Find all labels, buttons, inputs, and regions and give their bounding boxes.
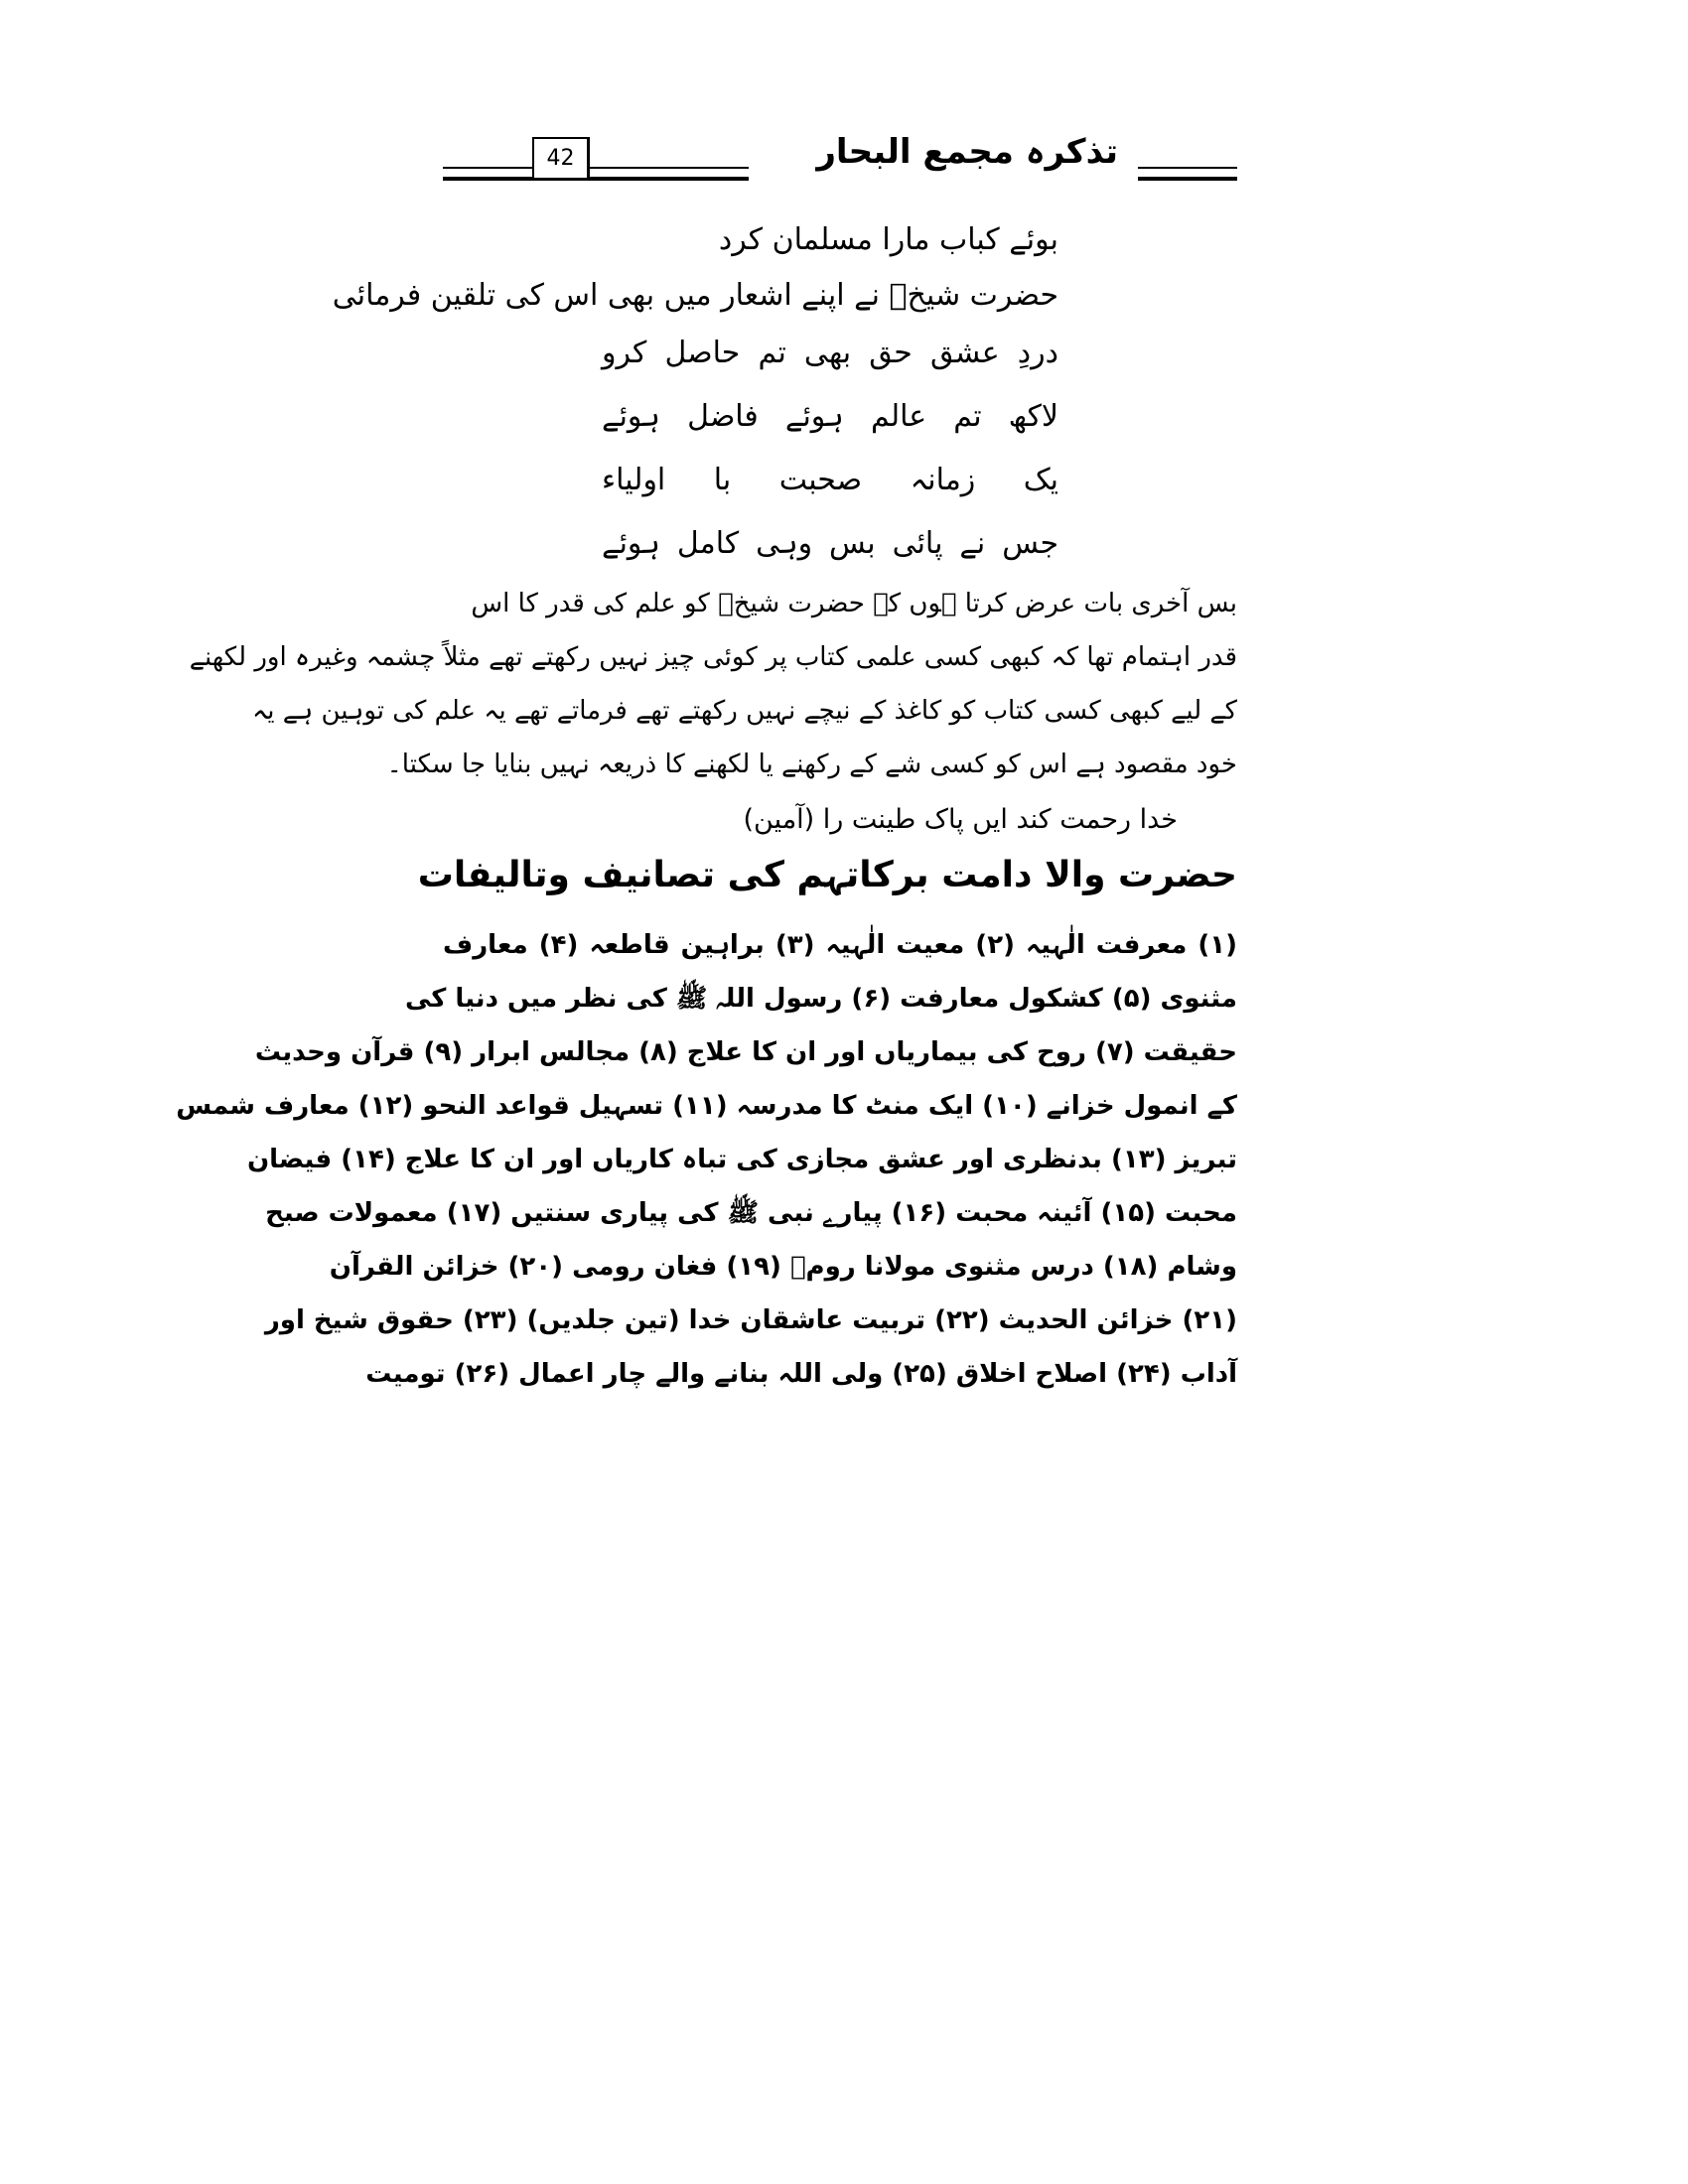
works-list-line: محبت (۱۵) آئینہ محبت (۱۶) پیارے نبی ﷺ کی پیاری سنتیں (۱۷) معمولات صبح: [265, 1198, 1237, 1228]
works-list-line: (۲۱) خزائن الحدیث (۲۲) تربیت عاشقان خدا (تین جلدیں) (۲۳) حقوق شیخ اور: [264, 1305, 1237, 1335]
works-list-line: مثنوی (۵) کشکول معارفت (۶) رسول اللہ ﷺ کی نظر میں دنیا کی: [404, 984, 1237, 1014]
verse-line: دردِ عشق حق بھی تم حاصل کرو: [602, 336, 1058, 370]
works-list-line: تبریز (۱۳) بدنظری اور عشق مجازی کی تباہ کاریاں اور ان کا علاج (۱۴) فیضان: [246, 1145, 1237, 1174]
works-list-line: وشام (۱۸) درس مثنوی مولانا رومؒ (۱۹) فغان رومی (۲۰) خزائن القرآن: [329, 1252, 1237, 1282]
book-title: تذکرہ مجمع البحار: [816, 132, 1118, 172]
section-heading: حضرت والا دامت برکاتہم کی تصانیف وتالیفات: [417, 855, 1237, 895]
verse-line-persian: بوئے کباب مارا مسلمان کرد: [718, 222, 1058, 257]
verse-intro-line: حضرت شیخؒ نے اپنے اشعار میں بھی اس کی تلقین فرمائی: [332, 278, 1058, 313]
works-list-line: کے انمول خزانے (۱۰) ایک منٹ کا مدرسہ (۱۱) تسہیل قواعد النحو (۱۲) معارف شمس: [176, 1091, 1237, 1121]
works-list-line: حقیقت (۷) روح کی بیماریاں اور ان کا علاج (۸) مجالس ابرار (۹) قرآن وحدیث: [254, 1037, 1237, 1067]
paragraph-line: قدر اہتمام تھا کہ کبھی کسی علمی کتاب پر کوئی چیز نہیں رکھتے تھے مثلاً چشمہ وغیرہ اور لکھنے: [189, 642, 1237, 672]
page-number: 42: [532, 137, 590, 181]
verse-line: لاکھ تم عالم ہوئے فاضل ہوئے: [602, 399, 1058, 434]
header-rule-right: [1138, 167, 1237, 181]
works-list-line: (۱) معرفت الٰہیہ (۲) معیت الٰہیہ (۳) براہین قاطعہ (۴) معارف: [443, 930, 1237, 960]
header-rule-left: [443, 167, 532, 181]
page-header: [443, 127, 1237, 187]
verse-line: جس نے پائی بس وہی کامل ہوئے: [602, 526, 1058, 561]
prayer-line: خدا رحمت کند ایں پاک طینت را (آمین): [743, 804, 1178, 835]
paragraph-line: بس آخری بات عرض کرتا ہوں کہ حضرت شیخؒ کو علم کی قدر کا اس: [471, 589, 1237, 618]
verse-line: یک زمانہ صحبت با اولیاء: [602, 463, 1058, 497]
paragraph-line: خود مقصود ہے اس کو کسی شے کے رکھنے یا لکھنے کا ذریعہ نہیں بنایا جا سکتا۔: [386, 750, 1237, 779]
header-rule-middle: [590, 167, 749, 181]
works-list-line: آداب (۲۴) اصلاح اخلاق (۲۵) ولی اللہ بنانے والے چار اعمال (۲۶) تومیت: [365, 1359, 1237, 1389]
paragraph-line: کے لیے کبھی کسی کتاب کو کاغذ کے نیچے نہیں رکھتے تھے فرماتے تھے یہ علم کی توہین ہے یہ: [252, 696, 1237, 726]
